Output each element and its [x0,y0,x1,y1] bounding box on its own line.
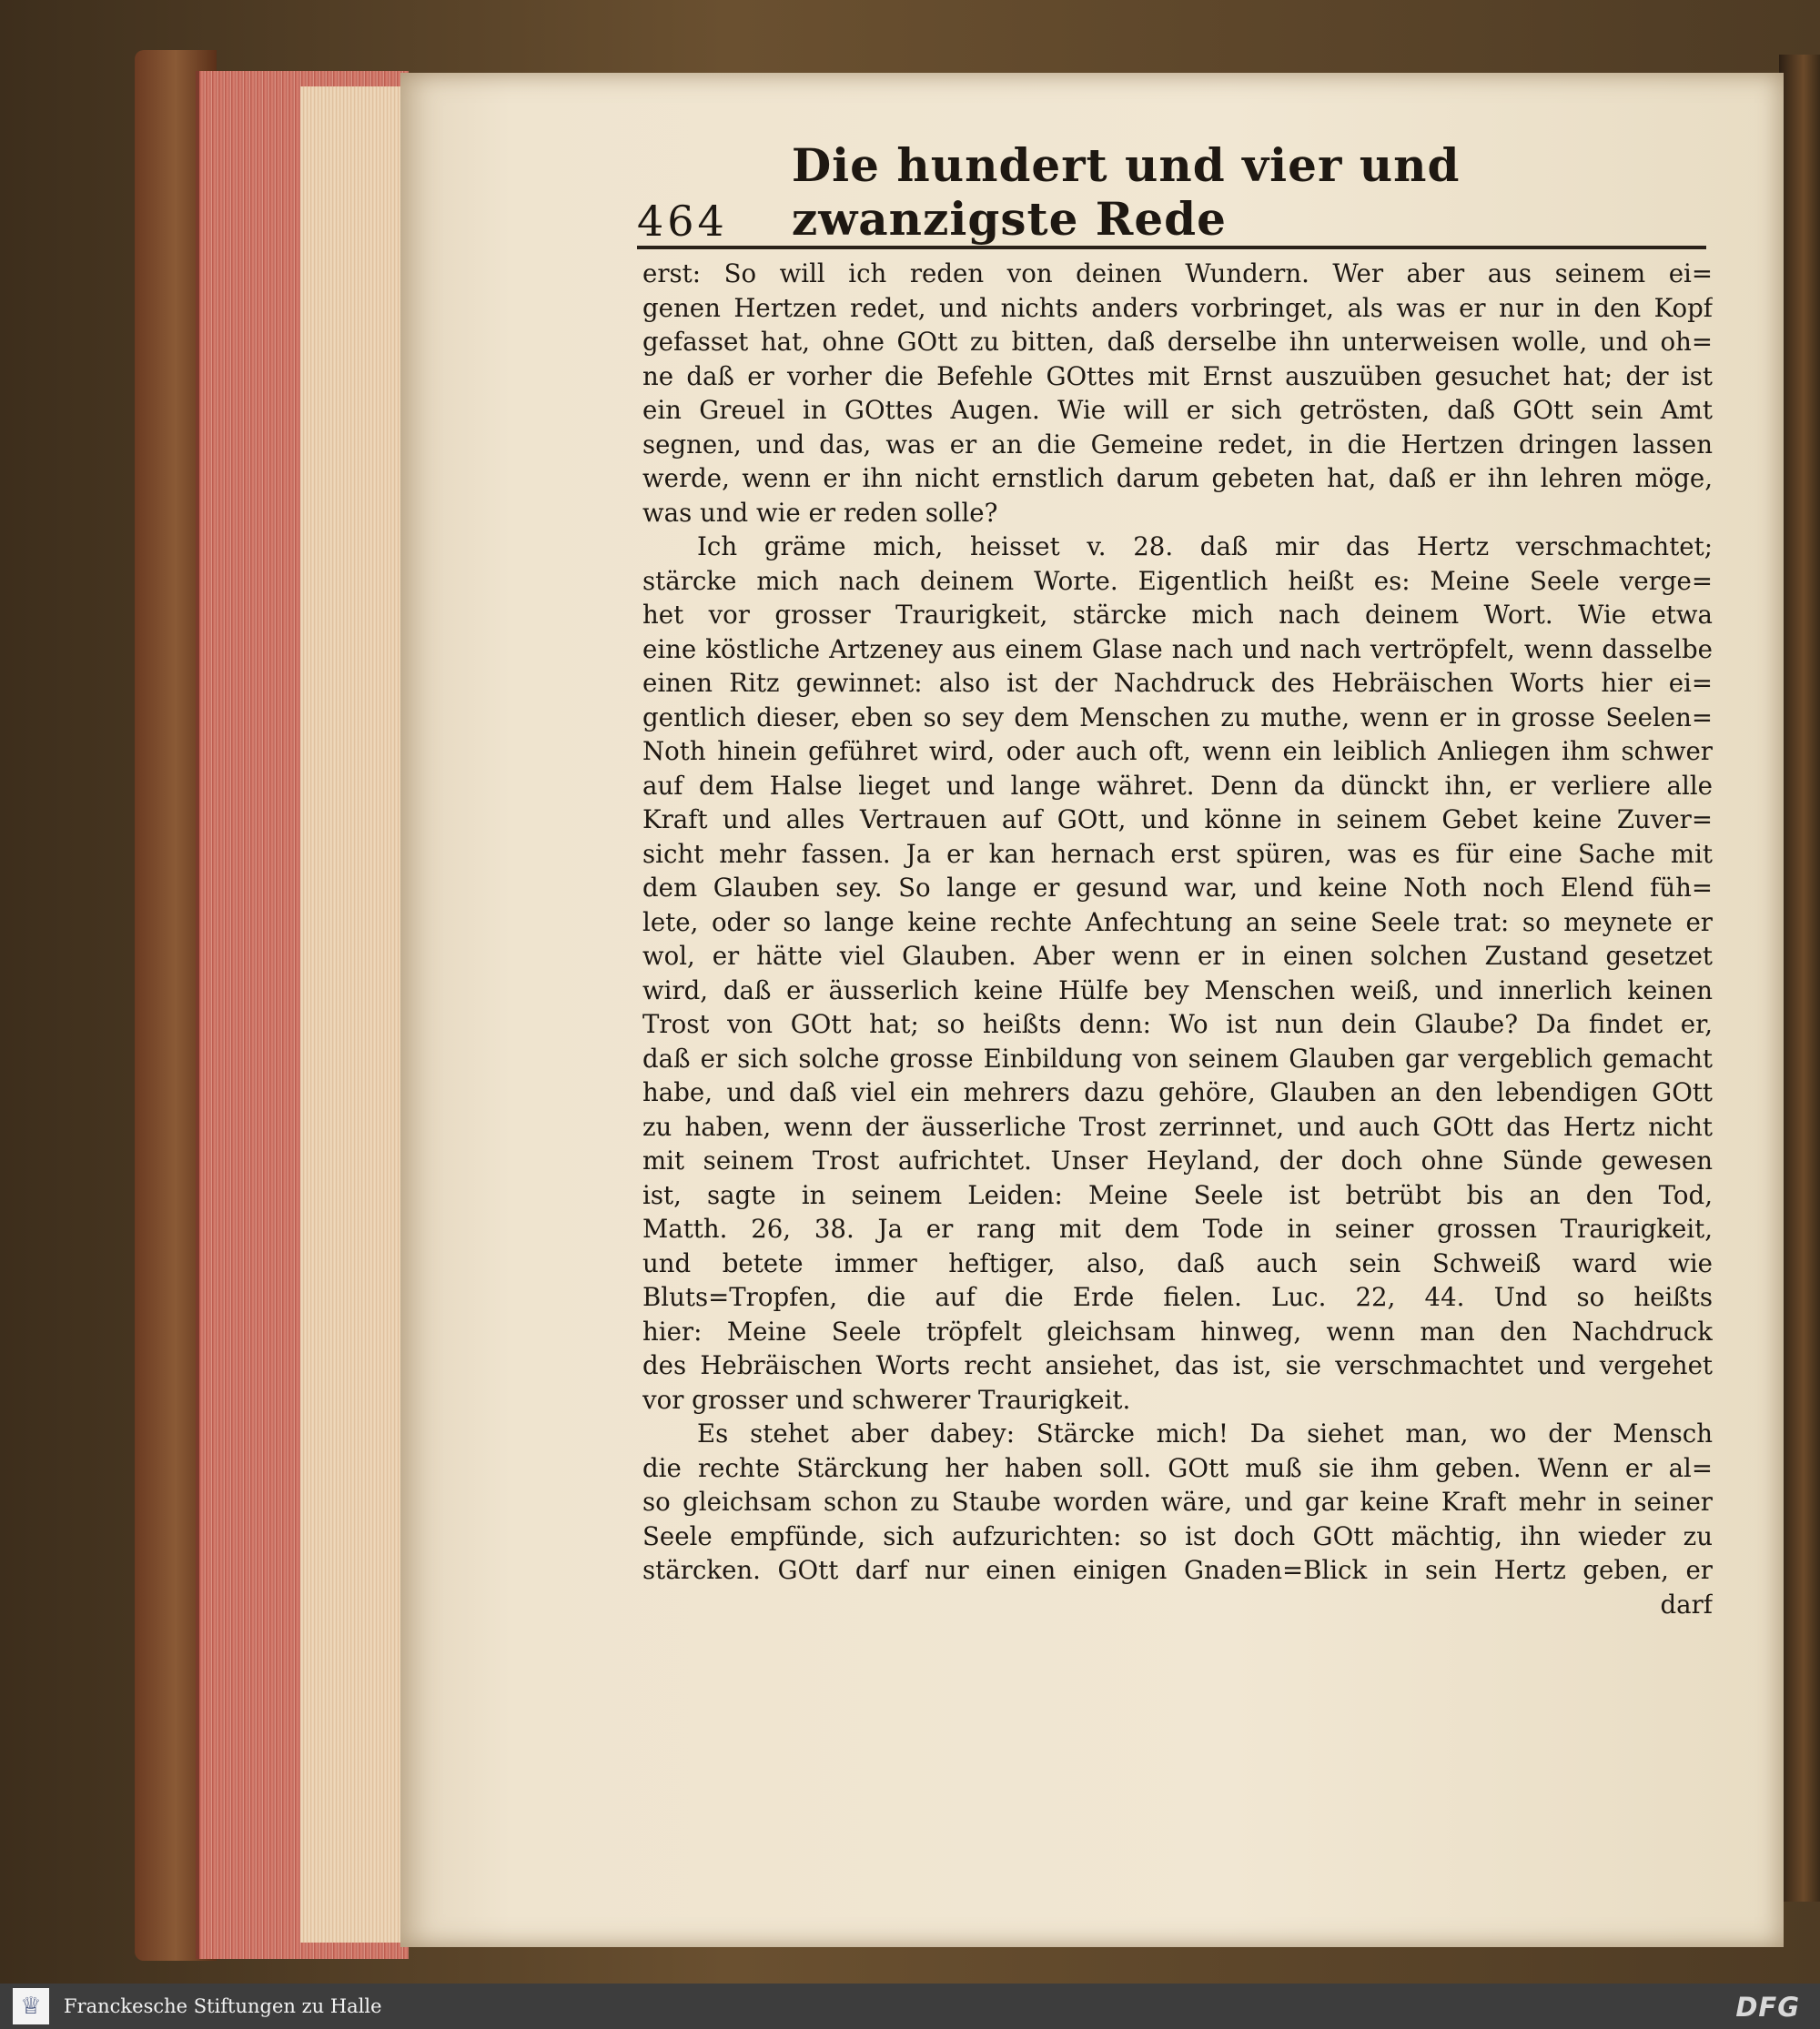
text-line: stärcke mich nach deinem Worte. Eigentlich heißt es: Meine Seele verge= [642,565,1713,596]
page-stack-inner [300,86,405,1943]
text-line: het vor grosser Traurigkeit, stärcke mich nach deinem Wort. Wie etwa [642,600,1713,630]
text-line: was und wie er reden solle? [642,497,998,528]
text-line: sicht mehr fassen. Ja er kan hernach erst spüren, was es für eine Sache mit [642,838,1713,869]
text-line: ne daß er vorher die Befehle GOttes mit Ernst auszuüben gesuchet hat; der ist [642,360,1713,391]
text-line: lete, oder so lange keine rechte Anfechtung an seine Seele trat: so meynete er [642,906,1713,937]
footer-institution-name[interactable]: Franckesche Stiftungen zu Halle [64,1995,382,2017]
text-line: Bluts=Tropfen, die auf die Erde fielen. Luc. 22, 44. Und so heißts [642,1282,1713,1312]
text-line: Kraft und alles Vertrauen auf GOtt, und könne in seinem Gebet keine Zuver= [642,804,1713,834]
text-line: und betete immer heftiger, also, daß auch sein Schweiß ward wie [642,1247,1713,1278]
catchword: darf [1660,1589,1713,1620]
text-line: erst: So will ich reden von deinen Wundern. Wer aber aus seinem ei= [642,258,1713,288]
text-line: gefasset hat, ohne GOtt zu bitten, daß derselbe ihn unterweisen wolle, und oh= [642,327,1713,357]
text-line: Trost von GOtt hat; so heißts denn: Wo ist nun dein Glaube? Da findet er, [642,1009,1713,1039]
text-line: des Hebräischen Worts recht ansiehet, das ist, sie verschmachtet und vergehet [642,1350,1713,1380]
text-line: dem Glauben sey. So lange er gesund war, und keine Noth noch Elend füh= [642,873,1713,903]
text-line: Seele empfünde, sich aufzurichten: so ist doch GOtt mächtig, ihn wieder zu [642,1520,1713,1551]
text-line: eine köstliche Artzeney aus einem Glase nach und nach vertröpfelt, wenn dasselbe [642,633,1713,664]
viewer-footer [0,1984,1820,2029]
text-line: einen Ritz gewinnet: also ist der Nachdruck des Hebräischen Worts hier ei= [642,668,1713,698]
dfg-logo[interactable]: DFG [1735,1992,1800,2023]
text-line: gentlich dieser, eben so sey dem Menschen zu muthe, wenn er in grosse Seelen= [642,702,1713,732]
text-line: stärcken. GOtt darf nur einen einigen Gnaden=Blick in sein Hertz geben, er [642,1555,1713,1585]
body-text [642,257,1713,1621]
text-line: hier: Meine Seele tröpfelt gleichsam hinweg, wenn man den Nachdruck [642,1316,1713,1347]
text-line: werde, wenn er ihn nicht ernstlich darum gebeten hat, daß er ihn lehren möge, [642,463,1713,493]
right-book-cover [1779,55,1820,1902]
text-line: auf dem Halse lieget und lange währet. Denn da dünckt ihn, er verliere alle [642,770,1713,801]
text-line: Noth hinein geführet wird, oder auch oft, wenn ein leiblich Anliegen ihm schwer [642,736,1713,766]
text-line: Es stehet aber dabey: Stärcke mich! Da siehet man, wo der Mensch [697,1418,1713,1449]
text-line: die rechte Stärckung her haben soll. GOtt muß sie ihm geben. Wenn er al= [642,1452,1713,1483]
running-title: Die hundert und vier und zwanzigste Rede [791,138,1461,246]
text-line: genen Hertzen redet, und nichts anders vorbringet, als was er nur in den Kopf [642,292,1713,323]
text-line: zu haben, wenn der äusserliche Trost zerrinnet, und auch GOtt das Hertz nicht [642,1111,1713,1142]
text-line: wird, daß er äusserlich keine Hülfe bey Menschen weiß, und innerlich keinen [642,974,1713,1005]
text-line: mit seinem Trost aufrichtet. Unser Heyland, der doch ohne Sünde gewesen [642,1146,1713,1176]
text-line: segnen, und das, was er an die Gemeine redet, in die Hertzen dringen lassen [642,429,1713,459]
text-line: vor grosser und schwerer Traurigkeit. [642,1384,1131,1415]
text-line: daß er sich solche grosse Einbildung von seinem Glauben gar vergeblich gemacht [642,1043,1713,1074]
text-line: ein Greuel in GOttes Augen. Wie will er sich getrösten, daß GOtt sein Amt [642,395,1713,425]
page-number: 464 [637,197,728,246]
text-line: Matth. 26, 38. Ja er rang mit dem Tode in seiner grossen Traurigkeit, [642,1214,1713,1244]
text-line: Ich gräme mich, heisset v. 28. daß mir das Hertz verschmachtet; [697,531,1713,561]
text-line: so gleichsam schon zu Staube worden wäre, und gar keine Kraft mehr in seiner [642,1487,1713,1517]
page-header [637,138,1706,249]
text-line: ist, sagte in seinem Leiden: Meine Seele ist betrübt bis an den Tod, [642,1179,1713,1210]
francke-foundation-logo-icon[interactable]: ♕ [13,1988,49,2024]
text-line: habe, und daß viel ein mehrers dazu gehöre, Glauben an den lebendigen GOtt [642,1077,1713,1107]
text-line: wol, er hätte viel Glauben. Aber wenn er in einen solchen Zustand gesetzet [642,941,1713,971]
